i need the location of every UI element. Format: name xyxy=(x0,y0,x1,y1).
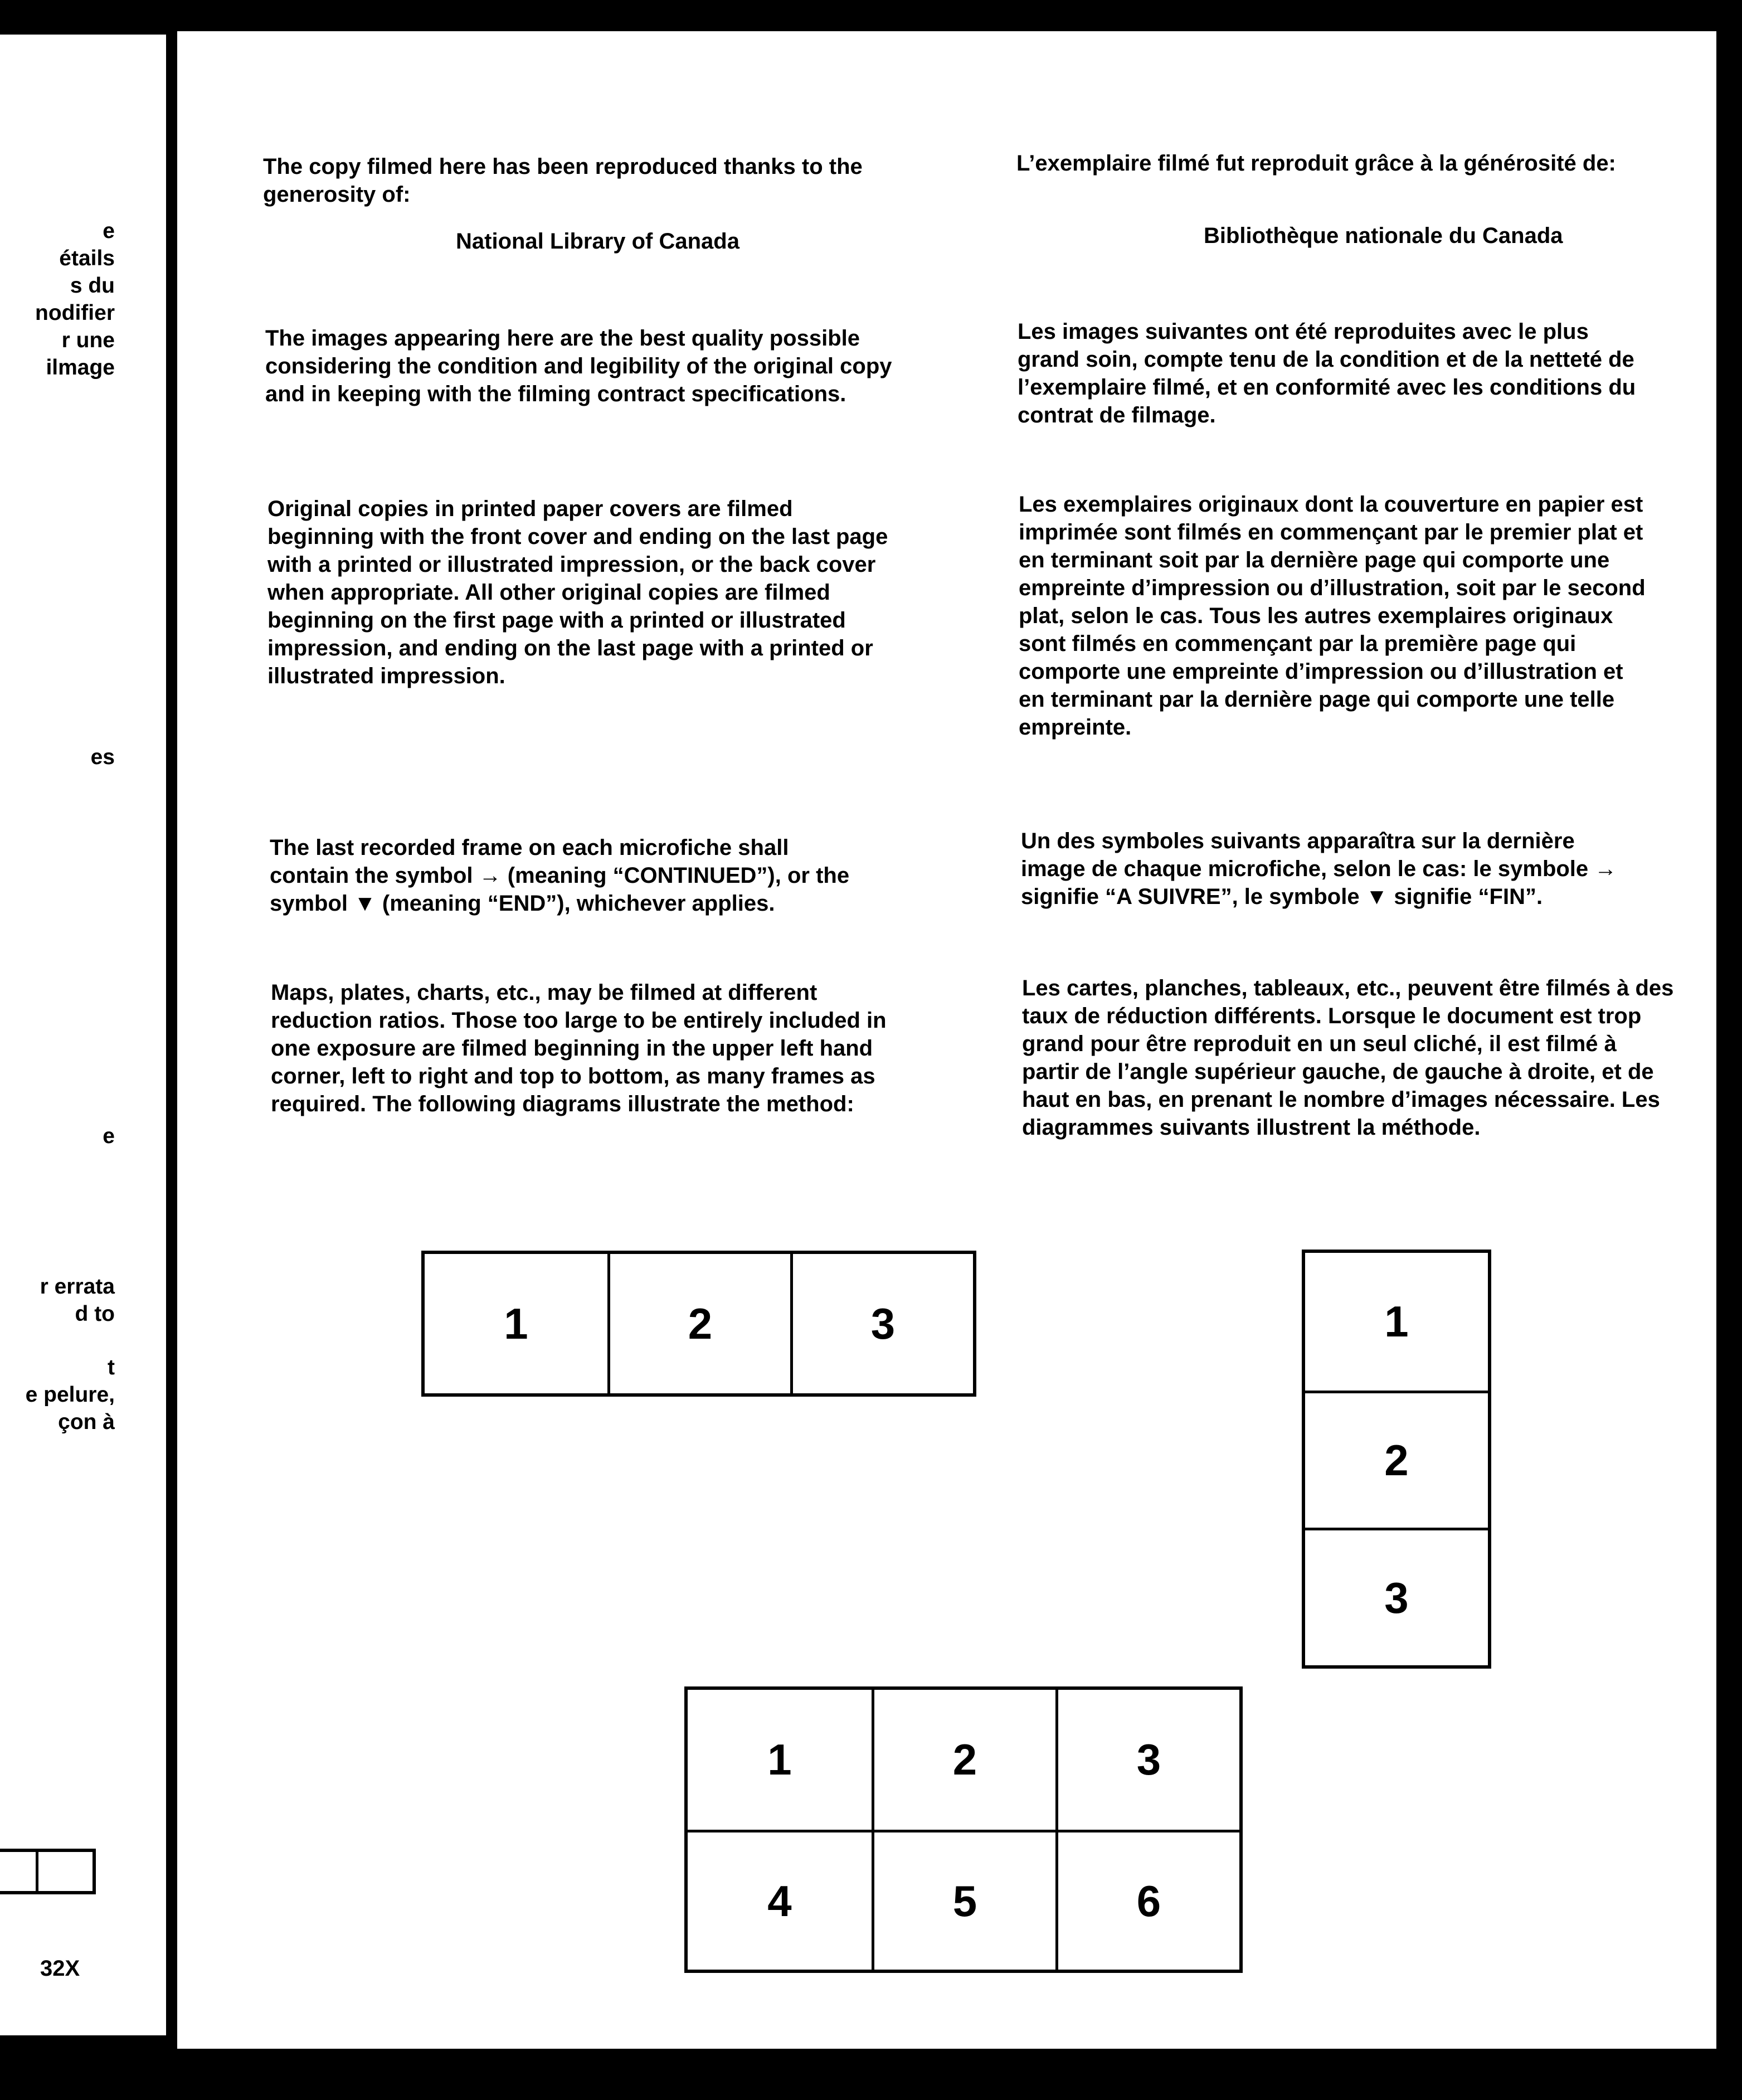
english-donor: National Library of Canada xyxy=(456,229,739,254)
frame-cell: 5 xyxy=(872,1830,1055,1970)
french-paragraph-maps: Les cartes, planches, tableaux, etc., peuvent être filmés à des taux de réduction différents. Lorsque le document est trop grand pour être reproduit en un seul cliché, il est filmé à partir de l’angle supérieur gauche, de gauche à droite, et de haut en bas, en prenant le nombre d’images nécessaire. Les diagrammes suivants illustrent la méthode. xyxy=(1022,976,1674,1140)
frame-cell: 6 xyxy=(1055,1830,1239,1970)
symbols-text-1: The last recorded frame on each microfiche shall contain the symbol xyxy=(270,835,789,888)
target-box xyxy=(0,1852,36,1891)
symbols-text-2: (meaning “CONTINUED”), or the symbol xyxy=(270,863,850,916)
previous-page-fragment xyxy=(0,35,166,2035)
diagram-horizontal-three-frames xyxy=(421,1251,976,1397)
triangle-down-icon: ▼ xyxy=(1365,884,1388,909)
microfiche-notice-page xyxy=(177,31,1716,2049)
previous-page-line: nodifier xyxy=(35,301,115,325)
triangle-down-icon: ▼ xyxy=(354,891,376,916)
arrow-right-icon: → xyxy=(1594,857,1617,881)
frame-cell: 4 xyxy=(688,1830,872,1970)
symbols-text-1: Un des symboles suivants apparaîtra sur la dernière image de chaque microfiche, selon le cas: le symbole xyxy=(1021,829,1589,881)
frame-cell: 1 xyxy=(504,1299,528,1348)
reduction-target-boxes xyxy=(0,1849,96,1894)
french-paragraph-covers: Les exemplaires originaux dont la couverture en papier est imprimée sont filmés en commençant par le premier plat et en terminant soit par la dernière page qui comporte une empreinte d’impression ou d’illustration, soit par le second plat, selon le cas. Tous les autres exemplaires originaux sont filmés en commençant par la première page qui comporte une empreinte d’impression ou d’illustration et en terminant par la dernière page qui comporte une telle empreinte. xyxy=(1019,492,1646,740)
previous-page-line: r errata xyxy=(40,1275,115,1299)
previous-page-line: es xyxy=(90,745,115,769)
english-paragraph-quality: The images appearing here are the best quality possible considering the condition and legibility of the original copy and in keeping with the filming contract specifications. xyxy=(265,326,892,406)
frame-cell: 2 xyxy=(1305,1391,1488,1528)
previous-page-line: e xyxy=(103,1124,115,1148)
previous-page-line: e xyxy=(103,219,115,243)
symbols-text-3: (meaning “END”), whichever applies. xyxy=(382,891,775,916)
french-donor: Bibliothèque nationale du Canada xyxy=(1204,223,1563,248)
reduction-ratio-label: 32X xyxy=(40,1956,80,1981)
english-paragraph-maps: Maps, plates, charts, etc., may be filmed at different reduction ratios. Those too large to be entirely included in one exposure are filmed beginning in the upper left hand corner, left to right and top to bottom, as many frames as required. The following diagrams illustrate the method: xyxy=(271,980,887,1116)
frame-cell: 1 xyxy=(1384,1296,1409,1346)
english-intro: The copy filmed here has been reproduced thanks to the generosity of: xyxy=(263,154,863,207)
previous-page-line: çon à xyxy=(58,1410,115,1434)
french-intro: L’exemplaire filmé fut reproduit grâce à la générosité de: xyxy=(1016,151,1616,176)
previous-page-line: étails xyxy=(59,246,115,270)
english-paragraph-covers: Original copies in printed paper covers are filmed beginning with the front cover and ending on the last page with a printed or illustrated impression, or the back cover when appropriate. All other original copies are filmed beginning on the first page with a printed or illustrated impression, and ending on the last page with a printed or illustrated impression. xyxy=(267,497,888,688)
previous-page-line: s du xyxy=(70,274,115,298)
arrow-right-icon: → xyxy=(479,863,502,888)
previous-page-line: e pelure, xyxy=(25,1383,115,1407)
frame-cell: 2 xyxy=(607,1254,790,1393)
english-paragraph-symbols xyxy=(270,834,860,917)
previous-page-line: r une xyxy=(61,328,115,352)
diagram-six-frames xyxy=(684,1686,1243,1973)
previous-page-line: ilmage xyxy=(46,356,115,380)
symbols-text-2: signifie “A SUIVRE”, le symbole xyxy=(1021,884,1360,909)
diagram-vertical-three-frames xyxy=(1302,1250,1491,1669)
previous-page-line: d to xyxy=(75,1302,115,1326)
frame-cell: 1 xyxy=(767,1735,792,1784)
french-paragraph-quality: Les images suivantes ont été reproduites avec le plus grand soin, compte tenu de la condition et de la netteté de l’exemplaire filmé, et en conformité avec les conditions du contrat de filmage. xyxy=(1018,319,1636,427)
target-box xyxy=(36,1852,93,1891)
previous-page-line: t xyxy=(108,1355,115,1379)
frame-cell: 3 xyxy=(790,1254,973,1393)
symbols-text-3: signifie “FIN”. xyxy=(1394,884,1543,909)
frame-cell: 3 xyxy=(1055,1690,1239,1830)
frame-cell: 3 xyxy=(1305,1528,1488,1665)
french-paragraph-symbols xyxy=(1021,827,1623,911)
frame-cell: 2 xyxy=(872,1690,1055,1830)
